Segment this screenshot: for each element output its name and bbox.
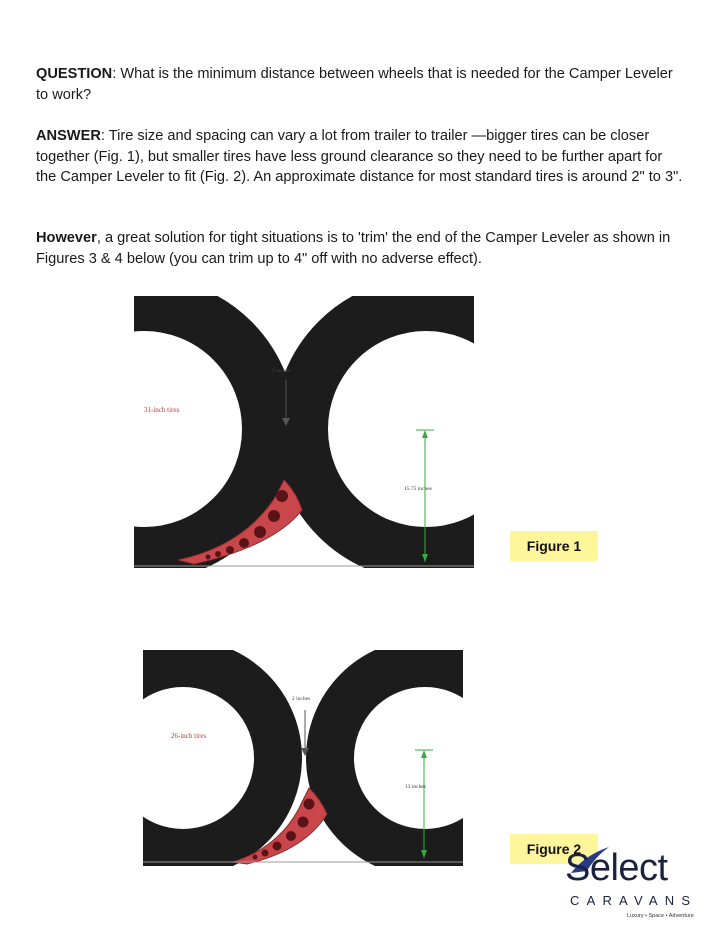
figure-1-height-label: 15.75 inches xyxy=(404,486,432,492)
question-paragraph xyxy=(36,64,686,105)
figure-1-illustration xyxy=(134,296,474,568)
however-label: However xyxy=(36,230,97,246)
question-text: : What is the minimum distance between wheels that is needed for the Camper Leveler to work? xyxy=(36,66,673,103)
answer-text: : Tire size and spacing can vary a lot from trailer to trailer —bigger tires can be closer together (Fig. 1), but smaller tires have less ground clearance so they need to be further apart for the Camper Leveler to fit (Fig. 2). An approximate distance for most standard tires is around 2" to 3". xyxy=(36,128,683,185)
however-text: , a great solution for tight situations is to 'trim' the end of the Camper Leveler as shown in Figures 3 & 4 below (you can trim up to 4" off with no adverse effect). xyxy=(36,230,671,267)
right-tire xyxy=(330,663,463,853)
figure-2-caption: Figure 2 xyxy=(510,834,598,864)
left-tire xyxy=(143,663,278,853)
figure-2-gap-label: 2 inches xyxy=(292,696,311,702)
question-label: QUESTION xyxy=(36,66,113,82)
figure-2-height-label: 13 inches xyxy=(405,784,426,790)
logo-tagline: Luxury • Space • Adventure xyxy=(627,913,694,919)
answer-label: ANSWER xyxy=(36,128,101,144)
answer-paragraph xyxy=(36,126,686,188)
figure-1-caption: Figure 1 xyxy=(510,531,598,561)
figure-1-tire-label: 31-inch tires xyxy=(144,406,180,414)
however-paragraph xyxy=(36,228,686,269)
left-tire xyxy=(134,304,269,554)
select-caravans-logo xyxy=(565,843,710,925)
figure-2-tire-label: 26-inch tires xyxy=(171,732,207,740)
figure-1-gap-label: 2 inches xyxy=(272,368,291,374)
right-tire xyxy=(301,304,474,554)
logo-name: Select xyxy=(565,847,668,889)
logo-sub: CARAVANS xyxy=(570,893,698,908)
figure-2-illustration xyxy=(143,650,463,866)
